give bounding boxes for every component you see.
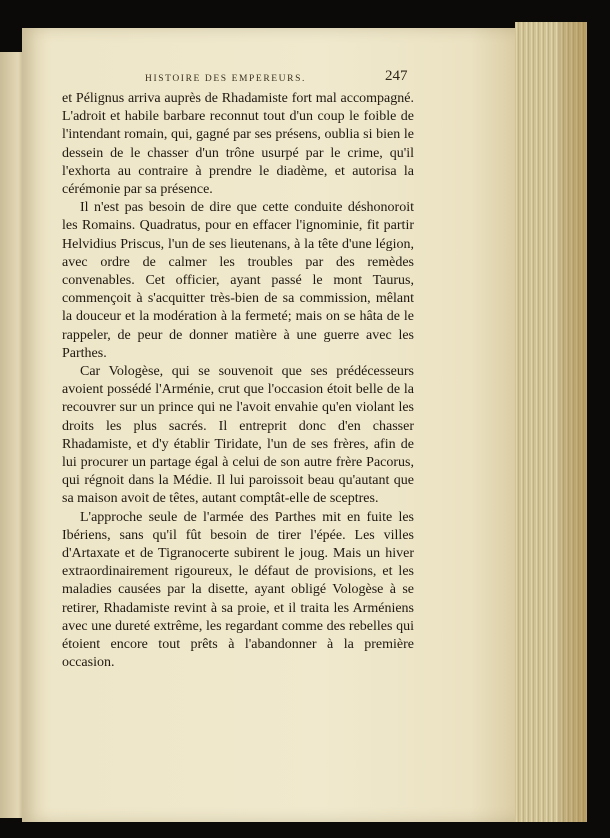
- body-text: [62, 90, 414, 673]
- page-number: 247: [385, 68, 408, 84]
- paragraph-3: Car Vologèse, qui se souvenoit que ses prédécesseurs avoient possédé l'Arménie, crut que l'occasion étoit belle de la recouvrer sur un prince qui ne l'avoit envahie qu'en violant les droits les plus sacrés. Il entreprit donc d'en chasser Rhadamiste, et d'y établir Tiridate, l'un de ses frères, afin de lui procurer un partage égal à celui de son autre frère Pacorus, qui régnoit dans la Médie. Il lui paroissoit beau qu'autant que sa maison avoit de têtes, autant comptât-elle de sceptres.: [62, 364, 414, 507]
- running-title: HISTOIRE DES EMPEREURS.: [145, 74, 306, 84]
- paragraph-1: et Pélignus arriva auprès de Rhadamiste fort mal accompagné. L'adroit et habile barbare reconnut tout d'un coup le foible de l'intendant romain, qui, gagné par ses présens, oublia si bien le dessein de le chasser d'un trône usurpé par le crime, qu'il l'exhorta au contraire à prendre le diadème, et autorisa la cérémonie par sa présence.: [62, 91, 414, 198]
- page-stack-edge: [515, 22, 587, 822]
- paragraph-2: Il n'est pas besoin de dire que cette conduite déshonoroit les Romains. Quadratus, pour en effacer l'ignominie, fit partir Helvidius Priscus, l'un de ses lieutenans, à la tête d'une légion, avec ordre de calmer les troubles par des remèdes convenables. Cet officier, ayant passé le mont Taurus, commençoit à s'acquitter très-bien de sa commission, mêlant la douceur et la modération à la fermeté; mais on se hâta de le rappeler, de peur de donner matière à une guerre avec les Parthes.: [62, 200, 414, 361]
- paragraph-4: L'approche seule de l'armée des Parthes mit en fuite les Ibériens, sans qu'il fût besoin de tirer l'épée. Les villes d'Artaxate et de Tigranocerte subirent le joug. Mais un hiver extraordinairement rigoureux, le défaut de provisions, et les maladies causées par la disette, ayant obligé Vologèse à se retirer, Rhadamiste revint à sa proie, et il traita les Arméniens avec une dureté extrême, les regardant comme des rebelles qui étoient encore tout prêts à l'abandonner à la première occasion.: [62, 509, 414, 671]
